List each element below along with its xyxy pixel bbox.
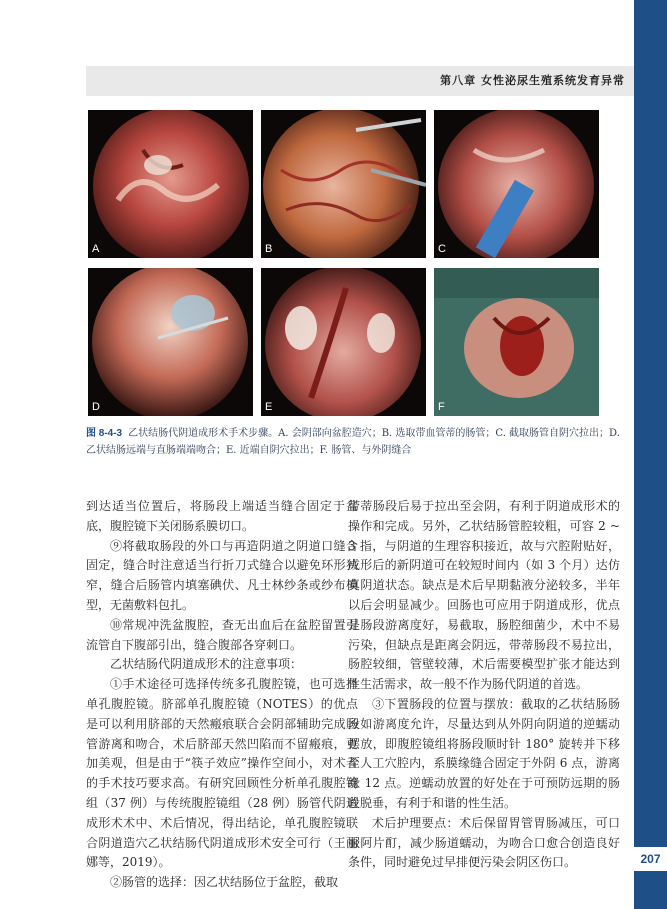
figure-caption	[86, 425, 626, 459]
endoscopic-image-e	[261, 268, 426, 416]
endoscopic-image-d	[88, 268, 253, 416]
paragraph: 到达适当位置后，将肠段上端适当缝合固定于盆底，腹腔镜下关闭肠系膜切口。	[86, 499, 358, 533]
paragraph: ②肠管的选择：因乙状结肠位于盆腔，截取	[110, 875, 339, 890]
panel-letter-b: B	[265, 243, 273, 255]
panel-letter-d: D	[92, 401, 100, 413]
paragraph: 术后护理要点：术后保留胃管胃肠减压，可口服阿片酊，减少肠道蠕动，为吻合口愈合创造良好条件，同时避免过早排便污染会阴区伤口。	[348, 815, 620, 870]
paragraph: ⑩常规冲洗盆腹腔，查无出血后在盆腔留置引流管自下腹部引出，缝合腹部各穿刺口。	[86, 617, 358, 652]
endoscopic-image-a	[88, 110, 253, 258]
panel-letter-c: C	[438, 243, 446, 255]
running-header-chapter: 第八章 女性泌尿生殖系统发育异常	[440, 74, 625, 87]
body-column-right	[348, 497, 620, 873]
figure-caption-text: 乙状结肠代阴道成形术手术步骤。A. 会阴部向盆腔造穴；B. 选取带血管蒂的肠管；C. 截取肠管自阴穴拉出；D. 乙状结肠远端与直肠端端吻合；E. 近端自阴穴拉出；F. 肠管、与外阴缝合	[86, 428, 620, 456]
surgical-photo-f	[434, 268, 599, 416]
figure-panel-a	[88, 110, 253, 258]
panel-letter-f: F	[438, 401, 445, 413]
figure-panel-f	[434, 268, 599, 416]
section-heading: 乙状结肠代阴道成形术的注意事项：	[110, 657, 303, 672]
figure-panel-b	[261, 110, 426, 258]
paragraph: ③下置肠段的位置与摆放：截取的乙状结肠肠段如游离度允许，尽量达到从外阴向阴道的逆蠕动摆放，即腹腔镜组将肠段顺时针 180° 旋转并下移至人工穴腔内，系膜缘缝合固定于外阴 6 点，游离缘 12 点。逆蠕动放置的好处在于可预防远期的肠段脱垂，有利于和谐的性生活。	[348, 696, 620, 810]
endoscopic-image-c	[434, 110, 599, 258]
paragraph: 带蒂肠段后易于拉出至会阴，有利于阴道成形术的操作和完成。另外，乙状结肠管腔较粗，可容 2 ~ 3 指，与阴道的生理容积接近，故与穴腔附贴好，成形后的新阴道可在较短时间内（如 3 个月）达仿真阴道状态。缺点是术后早期黏液分泌较多，半年以后会明显减少。回肠也可应用于阴道成形，优点是肠段游离度好，易截取，肠腔细菌少，术中不易污染，但缺点是距离会阴远，带蒂肠段不易拉出，肠腔较细，管壁较薄，术后需要模型扩张才能达到性生活需求，故一般不作为肠代阴道的首选。	[348, 499, 620, 692]
panel-letter-a: A	[92, 243, 100, 255]
paragraph: ⑨将截取肠段的外口与再造阴道之阴道口缝合固定，缝合时注意适当行折刀式缝合以避免环形狭窄，缝合后肠管内填塞碘伏、凡士林纱条或纱布模型，无菌敷料包扎。	[86, 538, 358, 612]
chapter-side-tab	[634, 0, 667, 909]
endoscopic-image-b	[261, 110, 426, 258]
figure-panel-e	[261, 268, 426, 416]
surgical-figure	[84, 110, 612, 420]
paragraph: ①手术途径可选择传统多孔腹腔镜，也可选择单孔腹腔镜。脐部单孔腹腔镜（NOTES）的优点是可以利用脐部的天然瘢痕联合会阴部辅助完成肠管游离和吻合，术后脐部天然凹陷而不留瘢痕，更加美观，但是由于“筷子效应”操作空间小，对术者的手术技巧要求高。有研究回顾性分析单孔腹腔镜组（37 例）与传统腹腔镜组（28 例）肠管代阴道成形术术中、术后情况，得出结论，单孔腹腔镜联合阴道造穴乙状结肠代阴道成形术安全可行（王丽娜等，2019）。	[86, 677, 358, 870]
figure-panel-c	[434, 110, 599, 258]
page-number: 207	[634, 847, 667, 871]
figure-number: 图 8-4-3	[86, 428, 123, 439]
body-column-left	[86, 497, 358, 893]
panel-letter-e: E	[265, 401, 273, 413]
figure-panel-d	[88, 268, 253, 416]
